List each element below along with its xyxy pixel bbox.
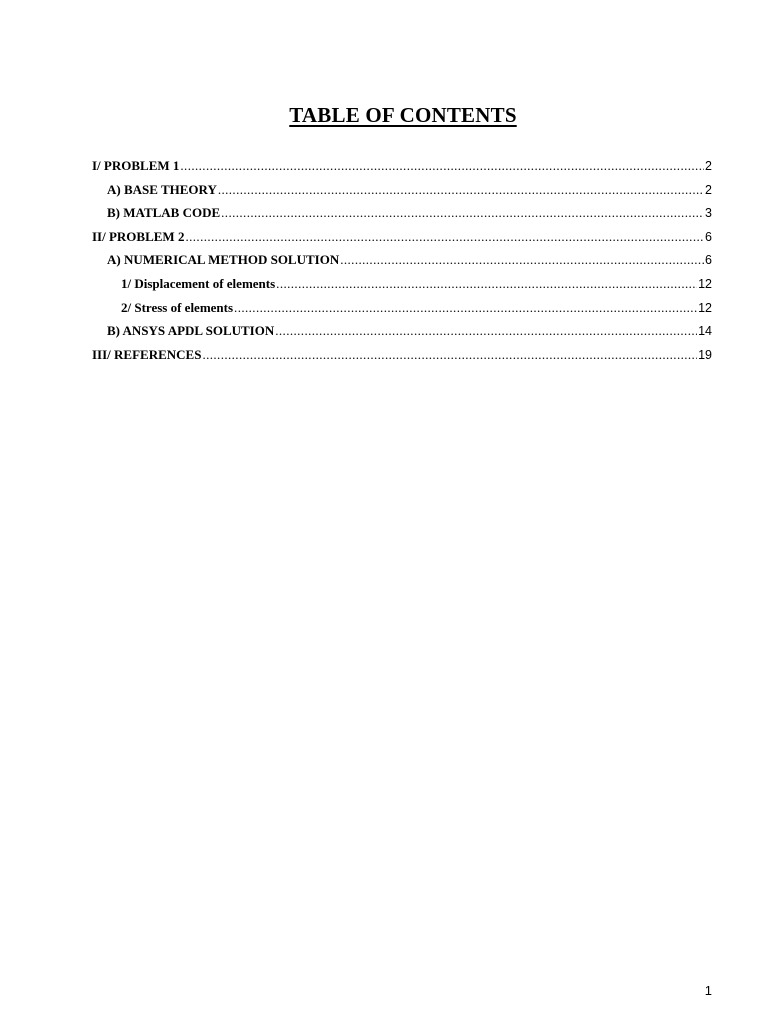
toc-entry-label: I/ PROBLEM 1 [92, 158, 180, 173]
toc-entry-page: 2 [705, 159, 712, 173]
toc-leader-dots [185, 225, 704, 249]
toc-leader-dots [276, 272, 697, 296]
toc-entry-problem-2[interactable] [92, 225, 712, 249]
toc-entry-label: II/ PROBLEM 2 [92, 228, 185, 244]
toc-entry-page: 12 [698, 276, 712, 291]
toc-entry-page: 19 [698, 347, 712, 362]
toc-leader-dots [234, 296, 697, 320]
toc-leader-dots [180, 154, 704, 178]
toc-leader-dots [218, 178, 704, 202]
toc-entry-label: 1/ Displacement of elements [121, 275, 276, 291]
toc-entry-page: 14 [698, 324, 712, 339]
toc-title: TABLE OF CONTENTS [289, 103, 517, 127]
toc-list [92, 154, 712, 366]
toc-entry-displacement-of-elements[interactable] [92, 272, 712, 296]
toc-leader-dots [340, 248, 704, 272]
toc-entry-problem-1[interactable] [92, 154, 712, 178]
toc-entry-stress-of-elements[interactable] [92, 296, 712, 320]
toc-entry-references[interactable] [92, 343, 712, 367]
toc-leader-dots [221, 201, 704, 225]
toc-entry-numerical-method-solution[interactable] [92, 248, 712, 272]
page-number: 1 [704, 983, 712, 998]
toc-leader-dots [275, 319, 697, 343]
toc-entry-label: 2/ Stress of elements [121, 299, 234, 315]
toc-entry-label: A) BASE THEORY [107, 181, 217, 197]
toc-entry-base-theory[interactable] [92, 178, 712, 202]
toc-entry-page: 3 [705, 206, 712, 221]
toc-entry-label: A) NUMERICAL METHOD SOLUTION [107, 252, 340, 268]
toc-leader-dots [202, 343, 697, 367]
toc-entry-page: 2 [705, 182, 712, 197]
toc-entry-matlab-code[interactable] [92, 201, 712, 225]
toc-entry-page: 6 [705, 253, 712, 268]
toc-entry-page: 12 [698, 300, 712, 315]
toc-entry-page: 6 [705, 229, 712, 244]
toc-entry-label: B) ANSYS APDL SOLUTION [107, 323, 275, 339]
toc-entry-label: B) MATLAB CODE [107, 205, 221, 221]
toc-entry-label: III/ REFERENCES [92, 346, 202, 362]
toc-entry-ansys-apdl-solution[interactable] [92, 319, 712, 343]
